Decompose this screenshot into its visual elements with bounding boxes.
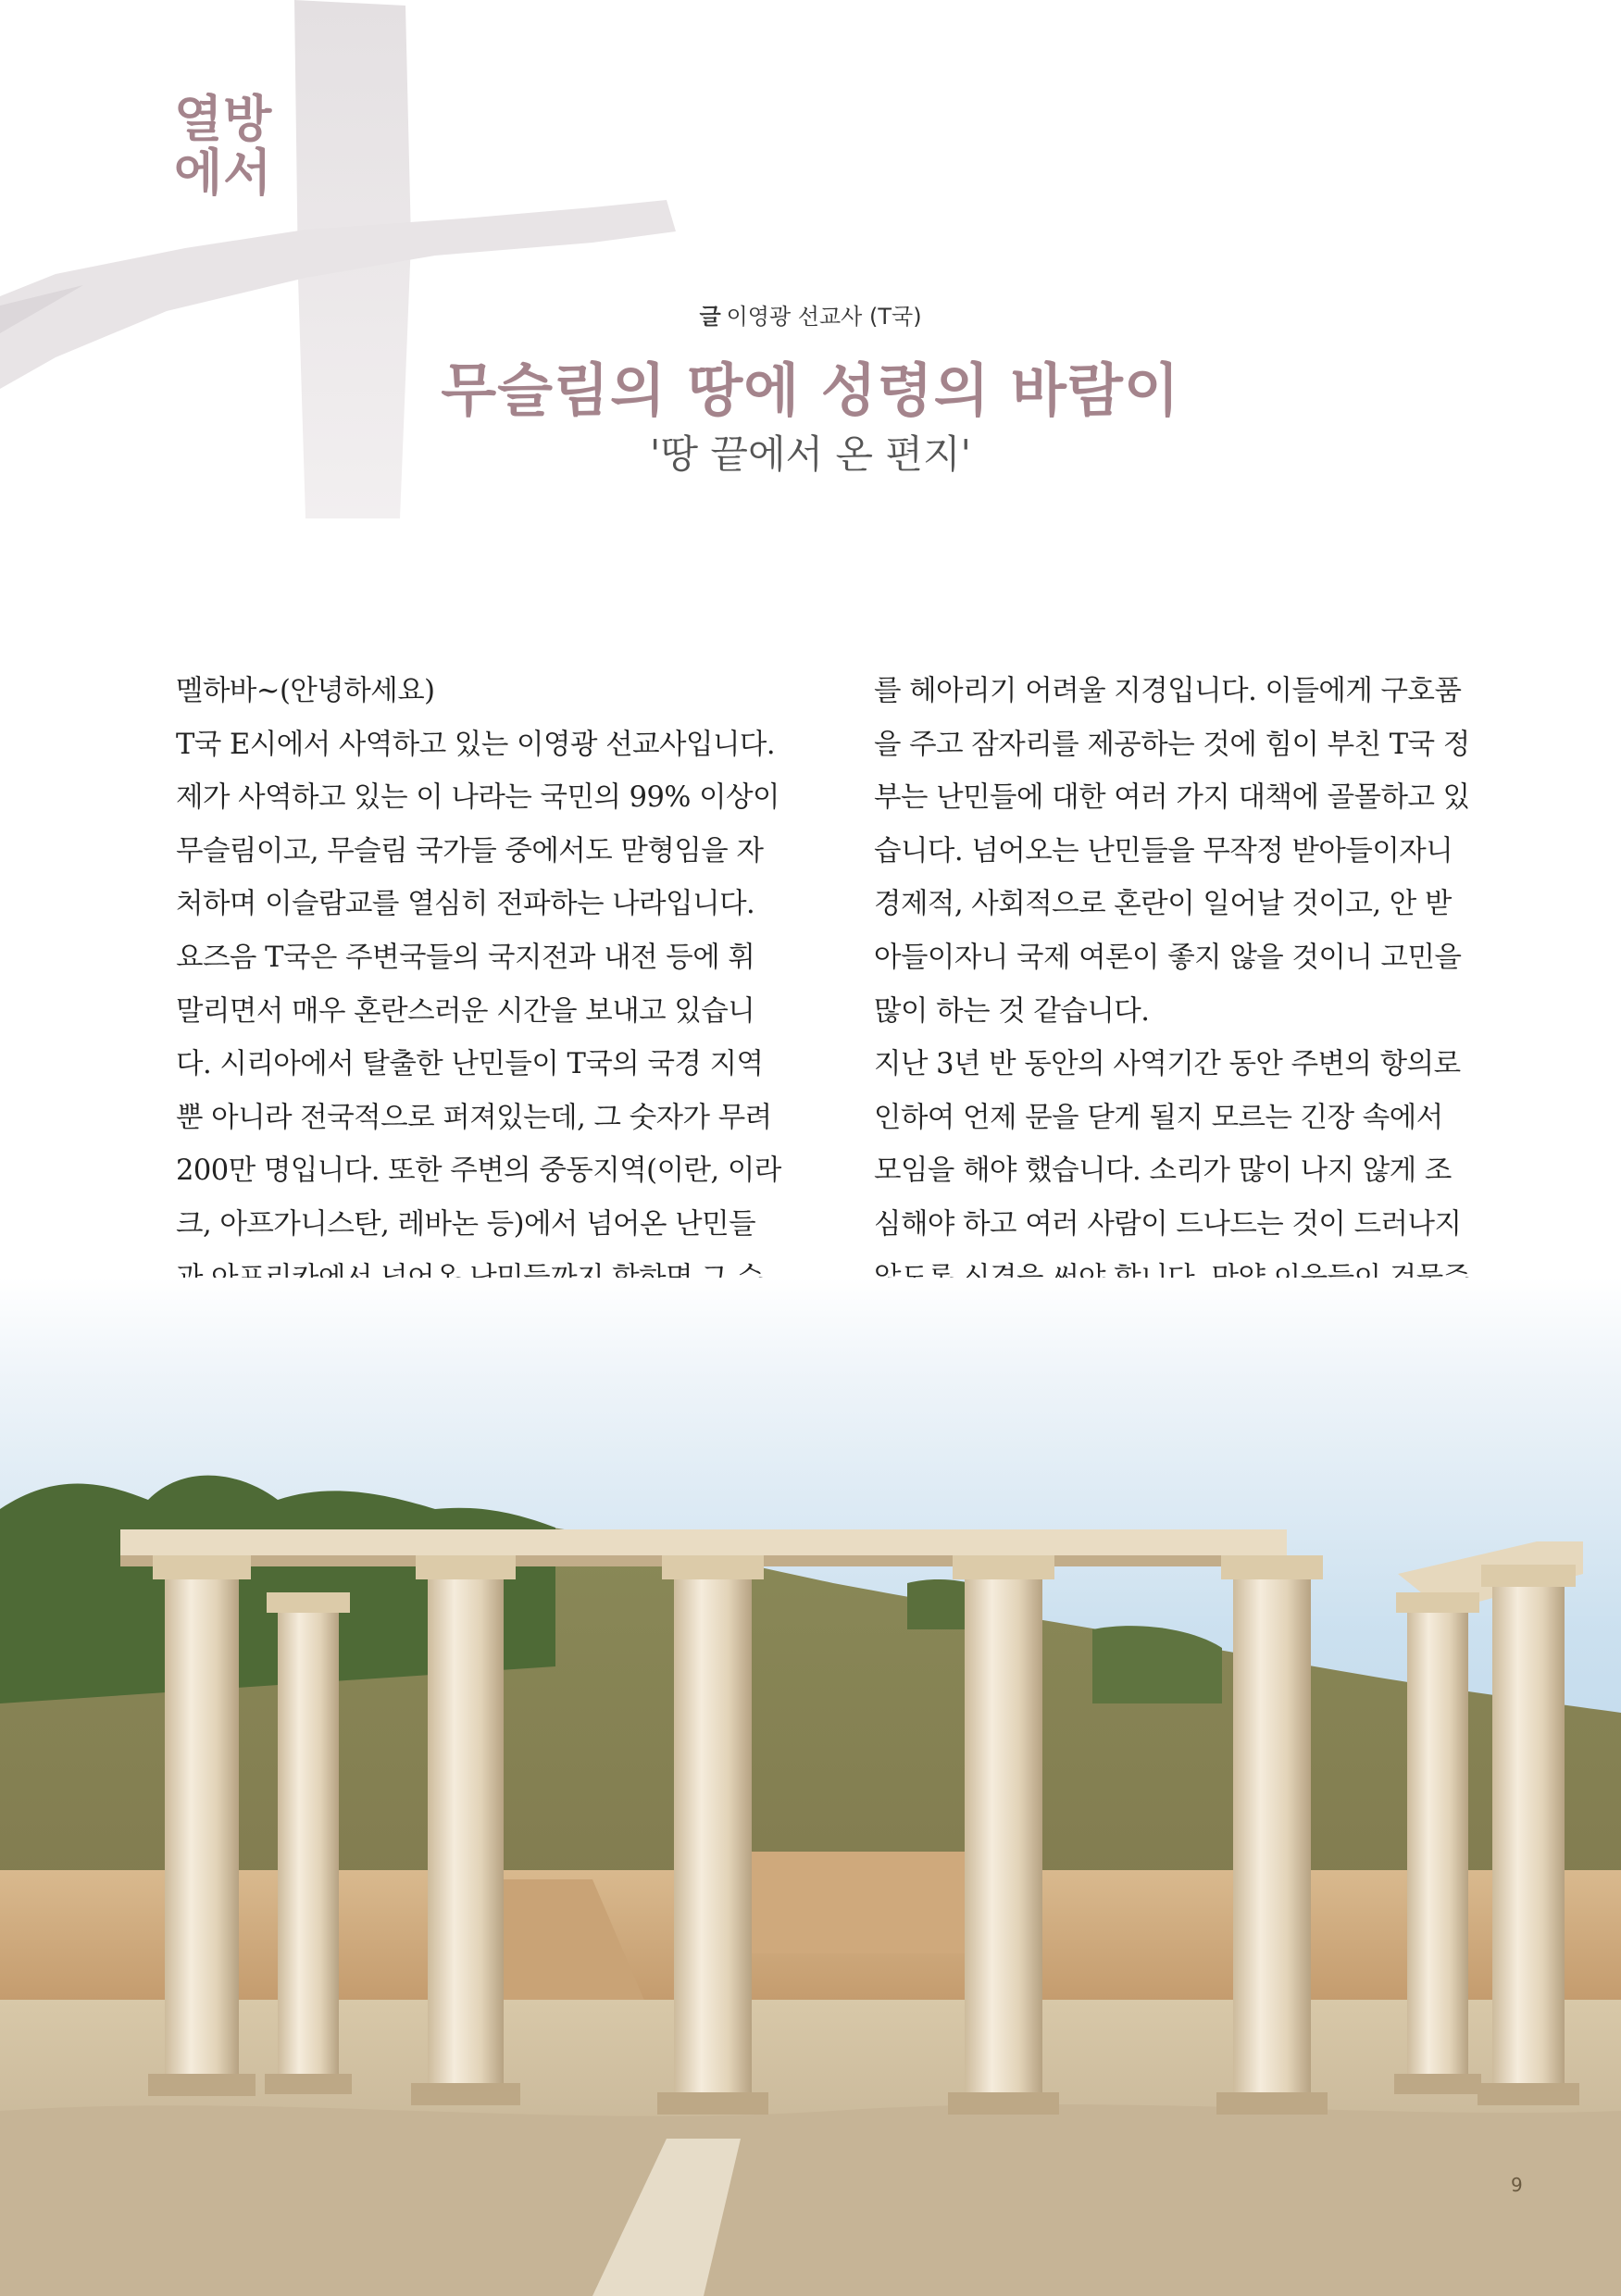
body-line: 말리면서 매우 혼란스러운 시간을 보내고 있습니 [176,994,755,1028]
byline-label: 글 [699,304,721,330]
article-subtitle: '땅 끝에서 온 편지' [649,431,972,477]
body-line: 제가 사역하고 있는 이 나라는 국민의 99% 이상이 [176,781,779,815]
body-line: 크, 아프가니스탄, 레바논 등)에서 넘어온 난민들 [176,1207,756,1241]
article-title: 무슬림의 땅에 성령의 바람이 [441,356,1180,424]
body-line: 다. 시리아에서 탈출한 난민들이 T국의 국경 지역 [176,1048,764,1081]
body-line: 뿐 아니라 전국적으로 퍼져있는데, 그 숫자가 무려 [176,1101,772,1134]
body-line: 를 헤아리기 어려울 지경입니다. 이들에게 구호품 [874,675,1462,707]
body-line: 무슬림이고, 무슬림 국가들 중에서도 맏형임을 자 [176,834,764,867]
section-label-line-2: 에서 [174,144,273,202]
body-left-column [176,665,811,1304]
body-line: 처하며 이슬람교를 열심히 전파하는 나라입니다. [176,888,755,921]
byline-author: 이영광 선교사 (T국) [726,304,922,330]
body-line: 부는 난민들에 대한 여러 가지 대책에 골몰하고 있 [874,781,1470,815]
page-number: 9 [1511,2174,1523,2196]
body-line: 요즈음 T국은 주변국들의 국지전과 내전 등에 휘 [176,941,755,974]
body-line: 아들이자니 국제 여론이 좋지 않을 것이니 고민을 [874,941,1462,974]
body-line: 많이 하는 것 같습니다. [874,994,1150,1028]
body-line: 심해야 하고 여러 사람이 드나드는 것이 드러나지 [874,1207,1462,1241]
body-line: T국 E시에서 사역하고 있는 이영광 선교사입니다. [176,728,776,761]
section-label [174,90,273,202]
body-line: 인하여 언제 문을 닫게 될지 모르는 긴장 속에서 [874,1101,1443,1134]
body-right-column [874,665,1509,1304]
body-line: 200만 명입니다. 또한 주변의 중동지역(이란, 이라 [176,1154,781,1188]
body-line: 모임을 해야 했습니다. 소리가 많이 나지 않게 조 [874,1154,1452,1188]
body-line: 멜하바~(안녕하세요) [176,675,435,707]
byline [0,298,1621,331]
ruins-photo [0,1278,1621,2296]
body-line: 지난 3년 반 동안의 사역기간 동안 주변의 항의로 [874,1048,1461,1081]
body-line: 습니다. 넘어오는 난민들을 무작정 받아들이자니 [874,834,1453,867]
body-line: 경제적, 사회적으로 혼란이 일어날 것이고, 안 받 [874,888,1452,921]
body-line: 을 주고 잠자리를 제공하는 것에 힘이 부친 T국 정 [874,728,1470,761]
section-label-line-1: 열방 [174,90,273,148]
